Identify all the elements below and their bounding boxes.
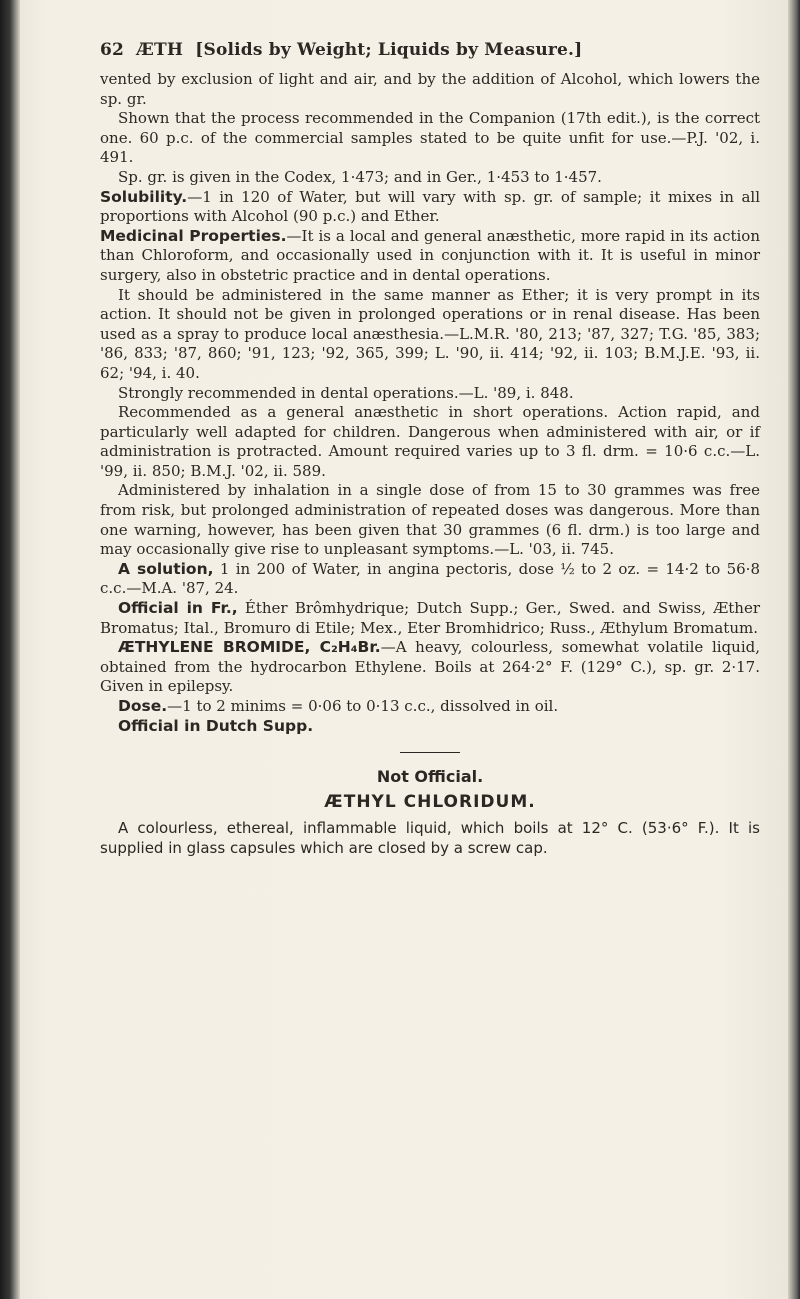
paragraph: Administered by inhalation in a single dose of from 15 to 30 grammes was free from risk, but prolonged administration of repeated doses was dangerous. More than one warning, however, has been given that 30 grammes (6 fl. drm.) is too large and may occasionally give rise to unpleasant symptoms.—L. '03, ii. 745. bbox=[100, 481, 760, 559]
page-edge bbox=[788, 0, 800, 1299]
paragraph: Sp. gr. is given in the Codex, 1·473; and in Ger., 1·453 to 1·457. bbox=[118, 167, 602, 186]
body-text bbox=[100, 70, 760, 736]
final-section bbox=[100, 818, 760, 858]
header-bracket-note: [Solids by Weight; Liquids by Measure.] bbox=[195, 40, 583, 60]
page-content bbox=[100, 40, 760, 858]
not-official-heading: Not Official. bbox=[376, 767, 484, 787]
paragraph-medicinal-properties: Medicinal Properties.—It is a local and general anæsthetic, more rapid in its action than Chloroform, and occasionally used in conjunction with it. It is useful in minor surgery, also in obstetric practice and in dental operations. bbox=[100, 226, 760, 284]
paragraph-aethylene-bromide: ÆTHYLENE BROMIDE, C₂H₄Br.—A heavy, colourless, somewhat volatile liquid, obtained from the hydrocarbon Ethylene. Boils at 264·2° F. (129° C.), sp. gr. 2·17. Given in epilepsy. bbox=[100, 638, 760, 696]
paragraph: A colourless, ethereal, inflammable liquid, which boils at 12° C. (53·6° F.). It is supplied in glass capsules which are closed by a screw cap. bbox=[100, 819, 760, 858]
section-title: ÆTHYL CHLORIDUM. bbox=[324, 792, 536, 813]
paragraph-solubility: Solubility.—1 in 120 of Water, but will vary with sp. gr. of sample; it mixes in all proportions with Alcohol (90 p.c.) and Ether. bbox=[100, 187, 760, 226]
paragraph-solution: A solution, 1 in 200 of Water, in angina pectoris, dose ½ to 2 oz. = 14·2 to 56·8 c.c.—M.A. '87, 24. bbox=[100, 559, 760, 598]
section-divider bbox=[400, 752, 460, 753]
paragraph: Strongly recommended in dental operations.—L. '89, i. 848. bbox=[118, 383, 574, 402]
paragraph-dose: Dose.—1 to 2 minims = 0·06 to 0·13 c.c., dissolved in oil. bbox=[118, 697, 559, 715]
paragraph-official: Official in Fr., Éther Brômhydrique; Dutch Supp.; Ger., Swed. and Swiss, Æther Bromatus; Ital., Bromuro di Etile; Mex., Eter Bromhidrico; Russ., Æthylum Bromatum. bbox=[100, 599, 760, 637]
page-number: 62 bbox=[100, 40, 125, 60]
paragraph: Shown that the process recommended in the Companion (17th edit.), is the correct one. 60 p.c. of the commercial samples stated to be quite unfit for use.—P.J. '02, i. 491. bbox=[100, 109, 760, 167]
paragraph-official-dutch: Official in Dutch Supp. bbox=[118, 716, 314, 735]
paragraph: Recommended as a general anæsthetic in short operations. Action rapid, and particularly well adapted for children. Dangerous when administered with air, or if administration is protracted. Amount required varies up to 3 fl. drm. = 10·6 c.c.—L. '99, ii. 850; B.M.J. '02, ii. 589. bbox=[100, 403, 760, 480]
book-binding-edge bbox=[0, 0, 20, 1299]
paragraph: It should be administered in the same manner as Ether; it is very prompt in its action. It should not be given in prolonged operations or in renal disease. Has been used as a spray to produce local anæsthesia.—L.M.R. '80, 213; '87, 327; T.G. '85, 383; '86, 833; '87, 860; '91, 123; '92, 365, 399; L. '90, ii. 414; '92, ii. 103; B.M.J.E. '93, ii. 62; '94, i. 40. bbox=[100, 285, 760, 382]
running-title: ÆTH bbox=[136, 40, 184, 60]
paragraph: vented by exclusion of light and air, and by the addition of Alcohol, which lowers the sp. gr. bbox=[100, 70, 760, 108]
page-header bbox=[100, 40, 760, 60]
